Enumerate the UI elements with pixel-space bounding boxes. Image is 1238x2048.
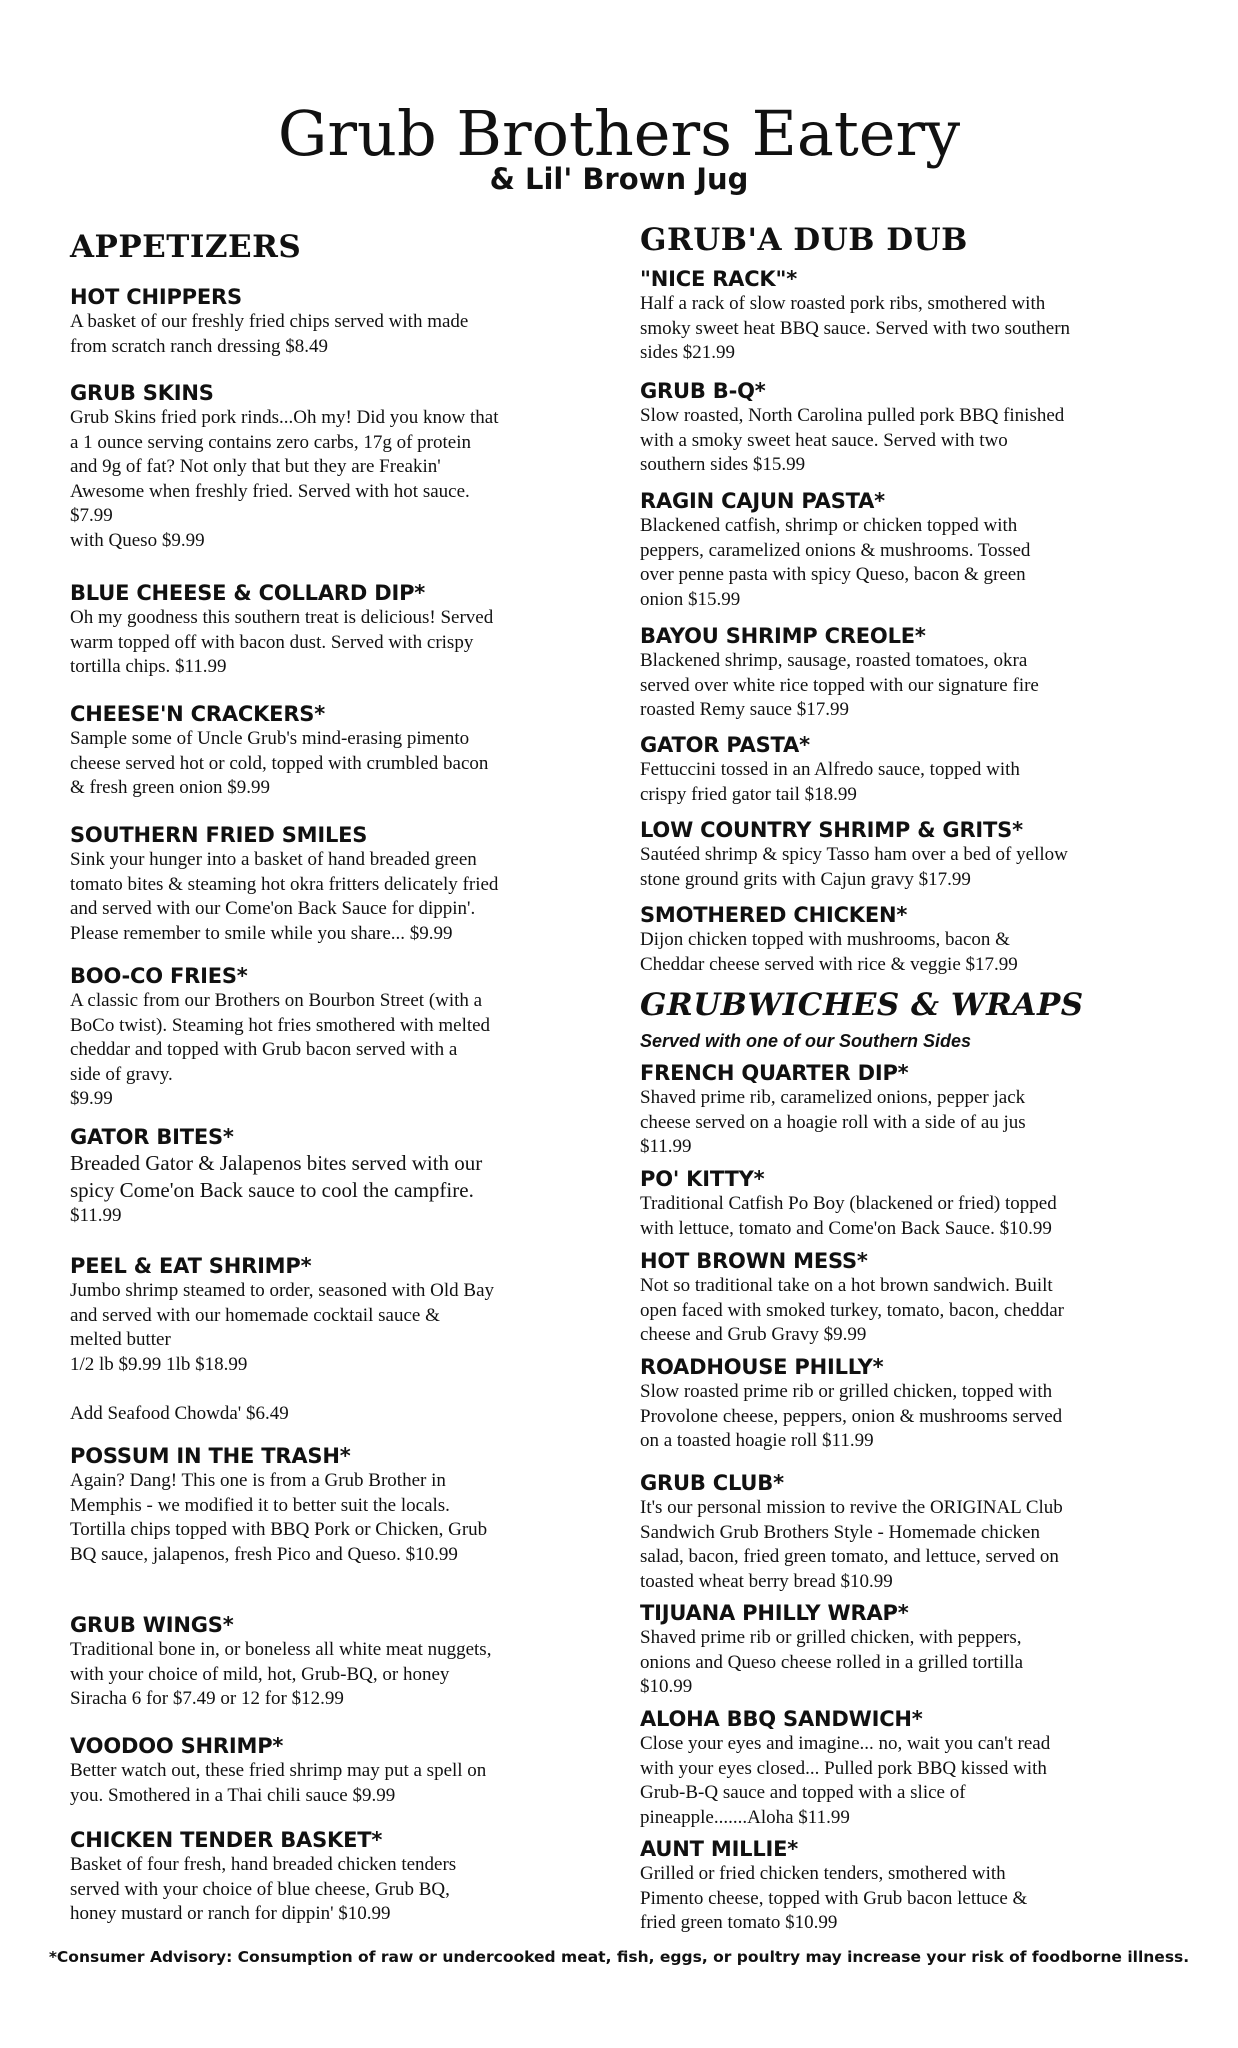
menu-item	[640, 732, 1180, 807]
menu-item	[70, 1124, 610, 1229]
menu-item	[70, 1733, 610, 1808]
item-name: HOT CHIPPERS	[70, 285, 242, 309]
item-description: Half a rack of slow roasted pork ribs, smothered with smoky sweet heat BBQ sauce. Served with two southern sides $21.99	[640, 293, 1071, 363]
menu-item	[640, 817, 1180, 892]
restaurant-subtitle: & Lil' Brown Jug	[489, 162, 749, 196]
item-name: PEEL & EAT SHRIMP*	[70, 1254, 312, 1278]
item-name: CHICKEN TENDER BASKET*	[70, 1828, 383, 1852]
item-description: A classic from our Brothers on Bourbon Street (with a BoCo twist). Steaming hot fries smothered with melted cheddar and topped with Grub bacon served with a side of gravy. $9.99	[70, 990, 491, 1109]
section-title-grubwiches: GRUBWICHES & WRAPS	[640, 987, 1084, 1023]
item-description: Breaded Gator & Jalapenos bites served with our spicy Come'on Back sauce to cool the campfire.	[70, 1151, 483, 1202]
section-title-grub-a-dub-dub: GRUB'A DUB DUB	[640, 222, 968, 258]
item-description: Shaved prime rib, caramelized onions, pepper jack cheese served on a hoagie roll with a side of au jus $11.99	[640, 1087, 1026, 1157]
menu-item	[640, 266, 1180, 366]
menu-item	[640, 378, 1180, 478]
menu-item	[640, 902, 1180, 977]
item-description: Grilled or fried chicken tenders, smothered with Pimento cheese, topped with Grub bacon lettuce & fried green tomato $10.99	[640, 1863, 1028, 1933]
menu-item	[640, 1166, 1180, 1241]
item-description: Sink your hunger into a basket of hand breaded green tomato bites & steaming hot okra fritters delicately fried and served with our Come'on Back Sauce for dippin'. Please remember to smile while you share... $9.99	[70, 849, 499, 944]
item-name: BLUE CHEESE & COLLARD DIP*	[70, 581, 426, 605]
item-name: VOODOO SHRIMP*	[70, 1734, 284, 1758]
item-name: PO' KITTY*	[640, 1167, 765, 1191]
item-name: RAGIN CAJUN PASTA*	[640, 489, 885, 513]
item-description: Slow roasted prime rib or grilled chicken, topped with Provolone cheese, peppers, onion & mushrooms served on a toasted hoagie roll $11.99	[640, 1381, 1063, 1451]
menu-item	[640, 488, 1180, 612]
menu-item	[70, 701, 610, 801]
item-name: HOT BROWN MESS*	[640, 1249, 868, 1273]
menu-item	[640, 1248, 1180, 1348]
menu-item	[70, 380, 610, 553]
menu-item	[640, 1354, 1180, 1454]
item-name: SOUTHERN FRIED SMILES	[70, 823, 368, 847]
menu-item	[640, 1470, 1180, 1594]
item-name: GRUB B-Q*	[640, 379, 766, 403]
item-description: Dijon chicken topped with mushrooms, bacon & Cheddar cheese served with rice & veggie $17.99	[640, 929, 1018, 975]
menu-item	[640, 1706, 1180, 1830]
menu-item	[70, 1612, 610, 1712]
item-description: Fettuccini tossed in an Alfredo sauce, topped with crispy fried gator tail $18.99	[640, 759, 1020, 805]
item-description: Sample some of Uncle Grub's mind-erasing pimento cheese served hot or cold, topped with crumbled bacon & fresh green onion $9.99	[70, 728, 489, 798]
menu-item	[70, 963, 610, 1112]
item-description: It's our personal mission to revive the ORIGINAL Club Sandwich Grub Brothers Style - Homemade chicken salad, bacon, fried green tomato, and lettuce, served on toasted wheat berry bread $10.99	[640, 1497, 1063, 1592]
item-name: AUNT MILLIE*	[640, 1837, 799, 1861]
item-description: Shaved prime rib or grilled chicken, with peppers, onions and Queso cheese rolled in a grilled tortilla $10.99	[640, 1627, 1024, 1697]
menu-item	[70, 1827, 610, 1927]
item-name: POSSUM IN THE TRASH*	[70, 1444, 351, 1468]
item-name: "NICE RACK"*	[640, 267, 798, 291]
item-name: ALOHA BBQ SANDWICH*	[640, 1707, 923, 1731]
item-description: Again? Dang! This one is from a Grub Brother in Memphis - we modified it to better suit the locals. Tortilla chips topped with BBQ Pork or Chicken, Grub BQ sauce, jalapenos, fresh Pico and Queso. $10.99	[70, 1470, 488, 1565]
item-description: Jumbo shrimp steamed to order, seasoned with Old Bay and served with our homemade cocktail sauce & melted butter 1/2 lb $9.99 1lb $18.99 Add Seafood Chowda' $6.49	[70, 1280, 495, 1424]
item-description: Oh my goodness this southern treat is delicious! Served warm topped off with bacon dust. Served with crispy tortilla chips. $11.99	[70, 607, 494, 677]
item-description: Close your eyes and imagine... no, wait you can't read with your eyes closed... Pulled pork BBQ kissed with Grub-B-Q sauce and topped with a slice of pineapple.......Aloha $11.99	[640, 1733, 1051, 1828]
item-description: Grub Skins fried pork rinds...Oh my! Did you know that a 1 ounce serving contains zero carbs, 17g of protein and 9g of fat? Not only that but they are Freakin' Awesome when freshly fried. Served with hot sauce. $7.99 with Queso $9.99	[70, 407, 499, 551]
item-description: Not so traditional take on a hot brown sandwich. Built open faced with smoked turkey, tomato, bacon, cheddar cheese and Grub Gravy $9.99	[640, 1275, 1065, 1345]
item-description: Better watch out, these fried shrimp may put a spell on you. Smothered in a Thai chili sauce $9.99	[70, 1760, 487, 1806]
menu-item	[70, 1443, 610, 1567]
item-description: Sautéed shrimp & spicy Tasso ham over a bed of yellow stone ground grits with Cajun gravy $17.99	[640, 844, 1068, 890]
item-name: SMOTHERED CHICKEN*	[640, 903, 908, 927]
section-title-appetizers: APPETIZERS	[70, 229, 302, 265]
item-description: Traditional Catfish Po Boy (blackened or fried) topped with lettuce, tomato and Come'on Back Sauce. $10.99	[640, 1193, 1057, 1239]
item-name: GATOR BITES*	[70, 1125, 234, 1149]
menu-item	[70, 1253, 610, 1426]
item-name: GATOR PASTA*	[640, 733, 810, 757]
consumer-advisory: *Consumer Advisory: Consumption of raw or undercooked meat, fish, eggs, or poultry may increase your risk of foodborne illness.	[48, 1948, 1190, 1966]
item-price: $11.99	[70, 1205, 122, 1226]
item-description: Traditional bone in, or boneless all white meat nuggets, with your choice of mild, hot, Grub-BQ, or honey Siracha 6 for $7.49 or 12 for $12.99	[70, 1639, 492, 1709]
item-description: Blackened shrimp, sausage, roasted tomatoes, okra served over white rice topped with our signature fire roasted Remy sauce $17.99	[640, 650, 1039, 720]
item-name: GRUB CLUB*	[640, 1471, 784, 1495]
menu-item	[640, 1060, 1180, 1160]
section-note: Served with one of our Southern Sides	[640, 1031, 972, 1051]
item-name: GRUB SKINS	[70, 381, 214, 405]
menu-item	[640, 1600, 1180, 1700]
item-name: BOO-CO FRIES*	[70, 964, 248, 988]
item-name: TIJUANA PHILLY WRAP*	[640, 1601, 909, 1625]
item-name: FRENCH QUARTER DIP*	[640, 1061, 909, 1085]
menu-item	[70, 284, 610, 359]
item-name: ROADHOUSE PHILLY*	[640, 1355, 884, 1379]
restaurant-title: Grub Brothers Eatery	[277, 97, 961, 170]
menu-item	[640, 623, 1180, 723]
item-name: LOW COUNTRY SHRIMP & GRITS*	[640, 818, 1023, 842]
menu-item	[640, 1836, 1180, 1936]
item-description: Slow roasted, North Carolina pulled pork BBQ finished with a smoky sweet heat sauce. Served with two southern sides $15.99	[640, 405, 1065, 475]
item-description: Blackened catfish, shrimp or chicken topped with peppers, caramelized onions & mushrooms. Tossed over penne pasta with spicy Queso, bacon & green onion $15.99	[640, 515, 1031, 610]
menu-item	[70, 822, 610, 946]
item-description: A basket of our freshly fried chips served with made from scratch ranch dressing $8.49	[70, 311, 469, 357]
item-name: GRUB WINGS*	[70, 1613, 234, 1637]
item-name: CHEESE'N CRACKERS*	[70, 702, 326, 726]
item-description: Basket of four fresh, hand breaded chicken tenders served with your choice of blue cheese, Grub BQ, honey mustard or ranch for dippin' $10.99	[70, 1854, 457, 1924]
menu-item	[70, 580, 610, 680]
item-name: BAYOU SHRIMP CREOLE*	[640, 624, 926, 648]
